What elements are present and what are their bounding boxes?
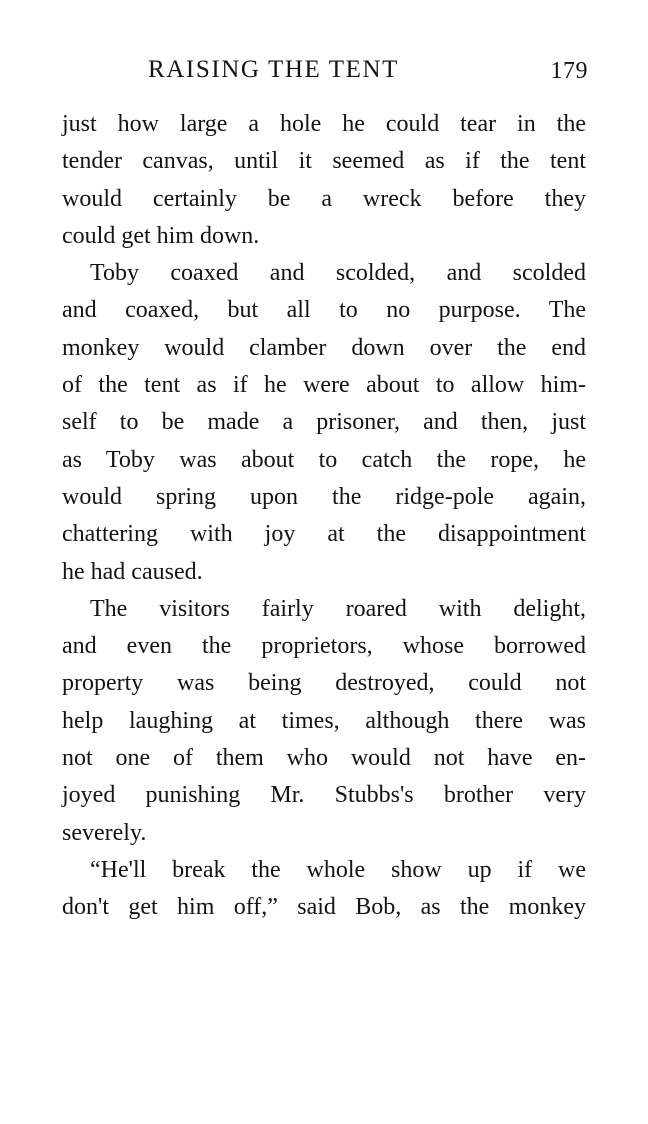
text-line: help laughing at times, although there was [62, 707, 586, 734]
text-line: joyed punishing Mr. Stubbs's brother very [62, 782, 586, 809]
text-line: he had caused. [62, 558, 203, 585]
page-number: 179 [550, 58, 588, 84]
body-text [62, 106, 586, 927]
running-title: RAISING THE TENT [148, 56, 400, 83]
text-line: monkey would clamber down over the end [62, 334, 586, 361]
text-line: could get him down. [62, 222, 260, 249]
text-line: would certainly be a wreck before they [62, 185, 586, 212]
text-line: “He'll break the whole show up if we [90, 856, 586, 883]
text-line: would spring upon the ridge-pole again, [62, 483, 586, 510]
text-line: tender canvas, until it seemed as if the tent [62, 148, 586, 175]
text-line: and coaxed, but all to no purpose. The [62, 297, 586, 324]
text-line: not one of them who would not have en- [62, 745, 586, 772]
text-line: self to be made a prisoner, and then, just [62, 409, 586, 436]
text-line: and even the proprietors, whose borrowed [62, 633, 586, 660]
text-line: just how large a hole he could tear in the [62, 111, 586, 137]
text-line: as Toby was about to catch the rope, he [62, 446, 586, 473]
text-line: don't get him off,” said Bob, as the monkey [62, 894, 586, 921]
text-line: severely. [62, 819, 147, 846]
text-line: Toby coaxed and scolded, and scolded [90, 260, 586, 287]
text-line: property was being destroyed, could not [62, 670, 586, 697]
text-line: The visitors fairly roared with delight, [90, 595, 586, 622]
text-line: of the tent as if he were about to allow him- [62, 372, 586, 399]
page-header [62, 56, 588, 90]
text-line: chattering with joy at the disappointment [62, 521, 586, 548]
